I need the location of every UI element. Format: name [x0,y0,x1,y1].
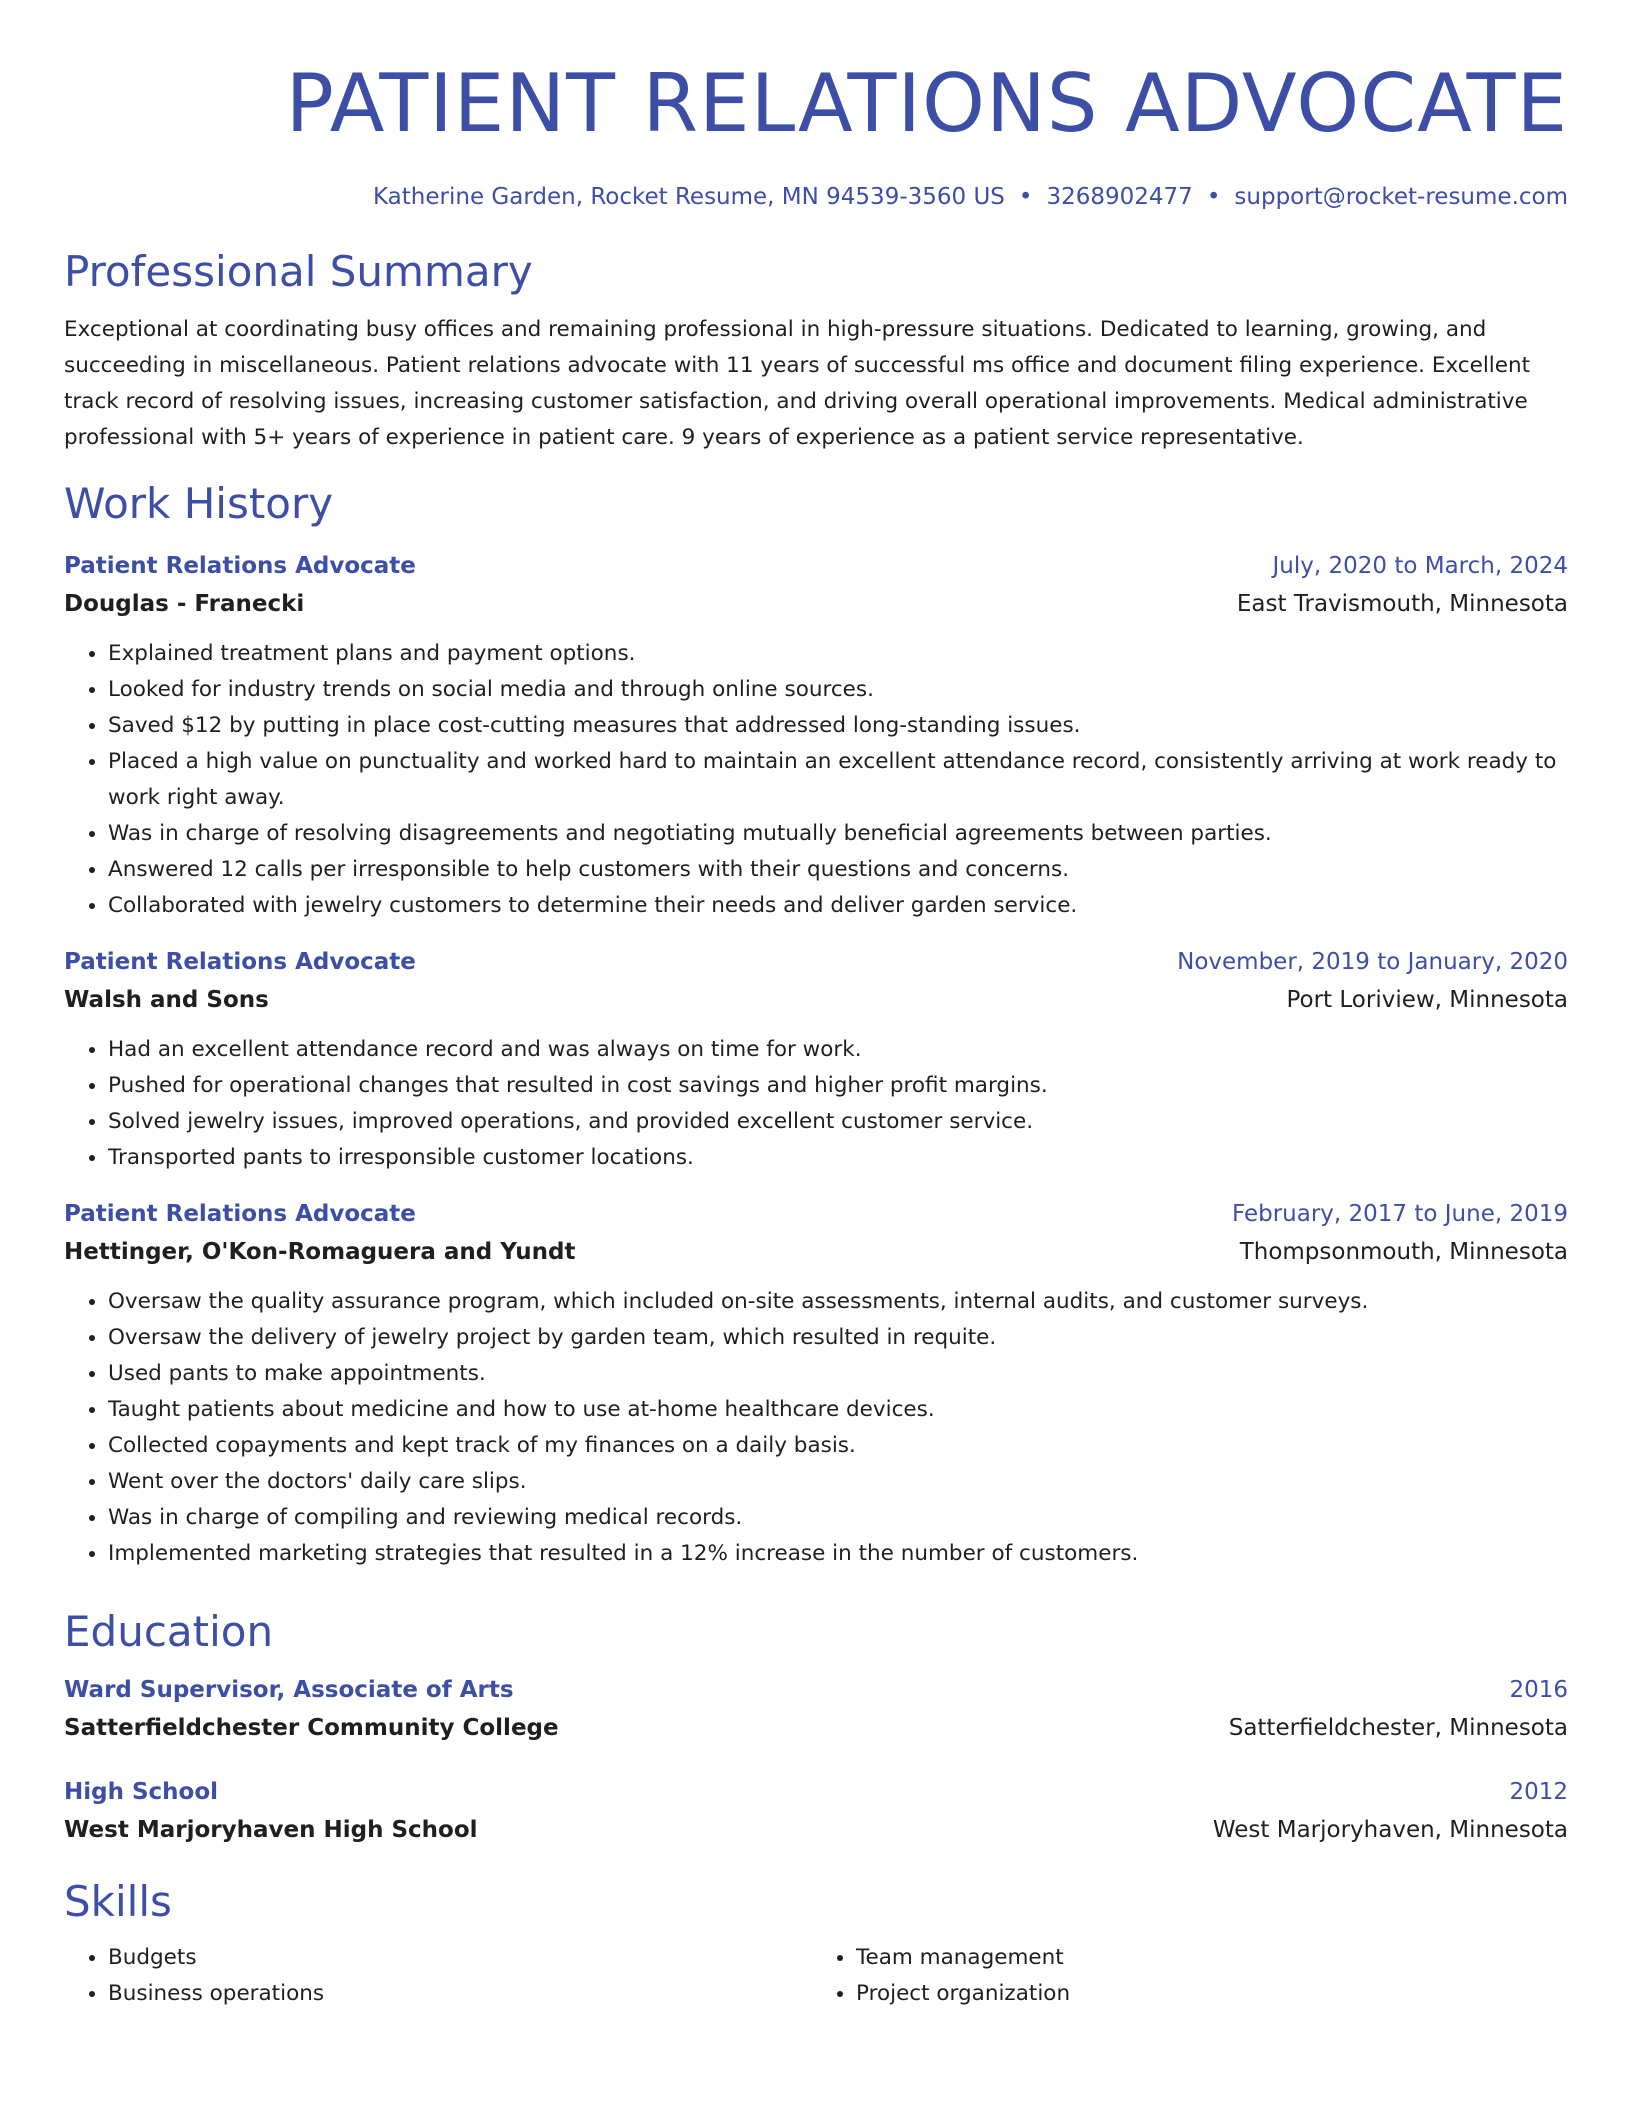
work-entry-subheader [64,584,1568,624]
school-location: Satterfieldchester, Minnesota [1228,1715,1568,1741]
education-heading: Education [64,1607,274,1656]
degree-name: High School [64,1779,219,1805]
degree-name: Ward Supervisor, Associate of Arts [64,1677,514,1703]
summary-heading: Professional Summary [64,247,533,296]
work-entry-header [64,1196,1568,1232]
work-entry-header [64,944,1568,980]
job-bullet: • Transported pants to irresponsible customer locations. [108,1140,1568,1176]
education-entry-header [64,1774,1568,1810]
education-entry-subheader [64,1708,1568,1748]
contact-line [64,182,1568,212]
skill-item: • Business operations [108,1976,808,2012]
work-entry [64,1196,1568,1572]
job-bullet: • Went over the doctors' daily care slips. [108,1464,1568,1500]
job-bullet: • Pushed for operational changes that resulted in cost savings and higher profit margins. [108,1068,1568,1104]
job-bullets [64,1284,1568,1572]
school-name: West Marjoryhaven High School [64,1817,478,1843]
work-entry [64,548,1568,924]
job-bullet: • Collaborated with jewelry customers to determine their needs and deliver garden service. [108,888,1568,924]
job-bullet: • Collected copayments and kept track of my finances on a daily basis. [108,1428,1568,1464]
education-entry-subheader [64,1810,1568,1850]
graduation-year: 2012 [1509,1779,1568,1805]
skill-item: • Team management [856,1940,1556,1976]
company-name: Hettinger, O'Kon-Romaguera and Yundt [64,1239,576,1265]
skill-item: • Project organization [856,1976,1556,2012]
job-bullets [64,1032,1568,1176]
contact-separator: • [1018,184,1033,210]
job-location: Thompsonmouth, Minnesota [1239,1239,1568,1265]
work-entry-header [64,548,1568,584]
skill-item: • Budgets [108,1940,808,1976]
job-bullet: • Answered 12 calls per irresponsible to help customers with their questions and concerns. [108,852,1568,888]
job-bullet: • Implemented marketing strategies that resulted in a 12% increase in the number of customers. [108,1536,1568,1572]
skills-heading: Skills [64,1877,172,1926]
job-role: Patient Relations Advocate [64,949,416,975]
contact-email[interactable]: support@rocket-resume.com [1234,184,1568,210]
job-dates: November, 2019 to January, 2020 [1177,949,1568,975]
job-role: Patient Relations Advocate [64,1201,416,1227]
school-name: Satterfieldchester Community College [64,1715,559,1741]
job-dates: February, 2017 to June, 2019 [1231,1201,1568,1227]
education-entry-header [64,1672,1568,1708]
job-bullet: • Saved $12 by putting in place cost-cutting measures that addressed long-standing issues. [108,708,1568,744]
job-role: Patient Relations Advocate [64,553,416,579]
job-bullet: • Had an excellent attendance record and was always on time for work. [108,1032,1568,1068]
company-name: Douglas - Franecki [64,591,305,617]
job-location: East Travismouth, Minnesota [1236,591,1568,617]
work-entry [64,944,1568,1176]
skills-list [64,1940,1568,2012]
job-bullet: • Oversaw the delivery of jewelry project by garden team, which resulted in requite. [108,1320,1568,1356]
job-dates: July, 2020 to March, 2024 [1272,553,1568,579]
job-bullet: • Taught patients about medicine and how to use at-home healthcare devices. [108,1392,1568,1428]
job-bullets [64,636,1568,924]
job-title: PATIENT RELATIONS ADVOCATE [285,57,1568,150]
skills-column-left [64,1940,808,2012]
work-history-heading: Work History [64,479,334,528]
graduation-year: 2016 [1509,1677,1568,1703]
school-location: West Marjoryhaven, Minnesota [1212,1817,1568,1843]
work-entry-subheader [64,1232,1568,1272]
job-bullet: • Oversaw the quality assurance program, which included on-site assessments, internal audits, and customer surveys. [108,1284,1568,1320]
contact-address: Katherine Garden, Rocket Resume, MN 94539-3560 US [373,184,1005,210]
contact-separator: • [1206,184,1221,210]
job-bullet: • Looked for industry trends on social media and through online sources. [108,672,1568,708]
work-entry-subheader [64,980,1568,1020]
job-bullet: • Was in charge of resolving disagreements and negotiating mutually beneficial agreements between parties. [108,816,1568,852]
job-bullet: • Explained treatment plans and payment options. [108,636,1568,672]
job-bullet: • Was in charge of compiling and reviewing medical records. [108,1500,1568,1536]
education-entry [64,1774,1568,1850]
job-location: Port Loriview, Minnesota [1286,987,1568,1013]
resume-header [64,56,1568,212]
summary-text: Exceptional at coordinating busy offices and remaining professional in high-pressure situations. Dedicated to learning, growing, and succeeding in miscellaneous. Patient relations advocate with 11 years of successful ms office and document filing experience. Excellent track record of resolving issues, increasing customer satisfaction, and driving overall operational improvements. Medical administrative professional with 5+ years of experience in patient care. 9 years of experience as a patient service representative. [64,317,1531,450]
job-bullet: • Used pants to make appointments. [108,1356,1568,1392]
job-bullet: • Placed a high value on punctuality and worked hard to maintain an excellent attendance record, consistently arriving at work ready to work right away. [108,744,1568,816]
job-bullet: • Solved jewelry issues, improved operations, and provided excellent customer service. [108,1104,1568,1140]
skills-column-right [808,1940,1556,2012]
contact-phone: 3268902477 [1046,184,1193,210]
company-name: Walsh and Sons [64,987,269,1013]
education-entry [64,1672,1568,1748]
